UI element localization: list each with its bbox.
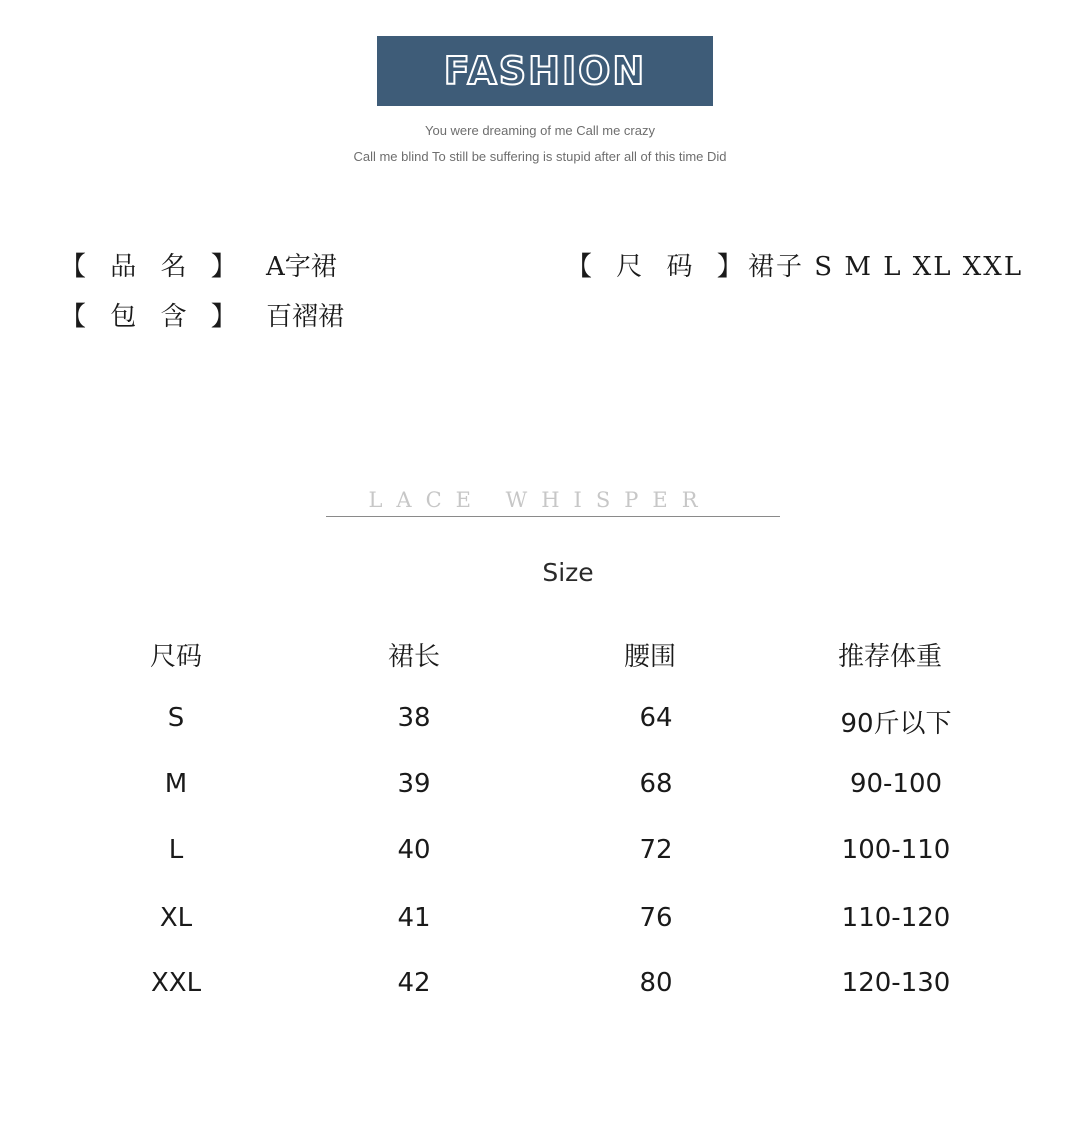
cell-weight: 90斤以下 [840, 709, 952, 739]
cell-length: 42 [397, 968, 431, 998]
header-size: 尺码 [149, 642, 203, 672]
cell-size: XL [159, 903, 193, 933]
cell-weight: 100-110 [841, 835, 951, 865]
section-title: Size [542, 558, 594, 587]
product-size-label: 【 尺 码 】 [566, 252, 751, 282]
cell-size: XXL [150, 968, 202, 998]
tagline-line-1: You were dreaming of me Call me crazy [424, 123, 655, 138]
cell-length: 40 [397, 835, 431, 865]
cell-size: S [167, 703, 185, 733]
product-includes-label: 【 包 含 】 [60, 302, 245, 332]
cell-length: 38 [397, 703, 431, 733]
cell-weight: 90-100 [849, 769, 943, 799]
section-divider [326, 516, 780, 517]
header-weight: 推荐体重 [837, 642, 943, 672]
header-length: 裙长 [387, 642, 441, 672]
cell-waist: 80 [639, 968, 673, 998]
cell-size: L [168, 835, 184, 865]
product-name-row [60, 246, 245, 283]
product-size-row [566, 246, 751, 283]
section-ornament: LACE WHISPER [368, 488, 712, 512]
cell-length: 41 [397, 903, 431, 933]
brand-banner [377, 36, 713, 106]
cell-waist: 76 [639, 903, 673, 933]
product-name-value: A字裙 [266, 252, 337, 282]
product-size-value: 裙子 S M L XL XXL [748, 252, 1024, 282]
product-includes-value: 百褶裙 [266, 302, 345, 332]
cell-length: 39 [397, 769, 431, 799]
cell-weight: 110-120 [841, 903, 951, 933]
cell-size: M [164, 769, 188, 799]
cell-waist: 64 [639, 703, 673, 733]
cell-waist: 68 [639, 769, 673, 799]
header-waist: 腰围 [623, 642, 677, 672]
product-includes-row [60, 296, 245, 333]
cell-waist: 72 [639, 835, 673, 865]
cell-weight: 120-130 [841, 968, 951, 998]
brand-banner-text: FASHION [443, 49, 647, 93]
tagline-line-2: Call me blind To still be suffering is stupid after all of this time Did [353, 149, 727, 164]
product-name-label: 【 品 名 】 [60, 252, 245, 282]
